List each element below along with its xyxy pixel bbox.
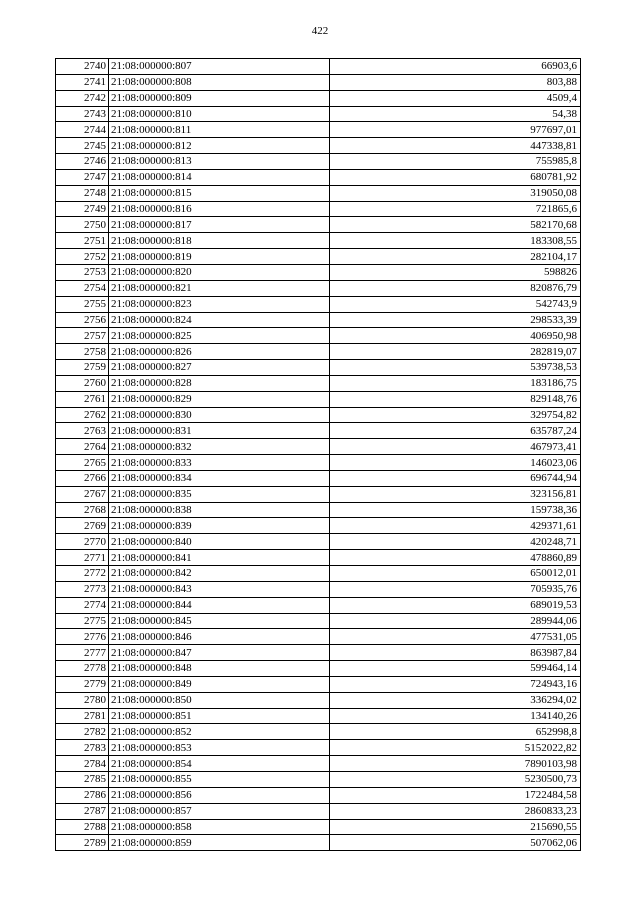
value-cell: 721865,6 (330, 201, 581, 217)
value-cell: 705935,76 (330, 581, 581, 597)
value-cell: 159738,36 (330, 502, 581, 518)
value-cell: 215690,55 (330, 819, 581, 835)
row-number-cell: 2745 (56, 138, 109, 154)
row-number-cell: 2742 (56, 90, 109, 106)
table-row (56, 423, 581, 439)
row-number-cell: 2771 (56, 550, 109, 566)
row-number-cell: 2765 (56, 455, 109, 471)
row-number-cell: 2787 (56, 803, 109, 819)
cadastral-number-cell: 21:08:000000:814 (109, 169, 330, 185)
value-cell: 803,88 (330, 74, 581, 90)
table-row (56, 455, 581, 471)
table-row (56, 280, 581, 296)
cadastral-number-cell: 21:08:000000:842 (109, 566, 330, 582)
row-number-cell: 2782 (56, 724, 109, 740)
value-cell: 599464,14 (330, 661, 581, 677)
cadastral-number-cell: 21:08:000000:854 (109, 756, 330, 772)
table-row (56, 233, 581, 249)
value-cell: 289944,06 (330, 613, 581, 629)
value-cell: 829148,76 (330, 391, 581, 407)
cadastral-number-cell: 21:08:000000:858 (109, 819, 330, 835)
cadastral-number-cell: 21:08:000000:807 (109, 59, 330, 75)
table-row (56, 217, 581, 233)
cadastral-number-cell: 21:08:000000:827 (109, 360, 330, 376)
table-row (56, 740, 581, 756)
table-row (56, 360, 581, 376)
row-number-cell: 2746 (56, 154, 109, 170)
cadastral-number-cell: 21:08:000000:853 (109, 740, 330, 756)
table-row (56, 74, 581, 90)
value-cell: 429371,61 (330, 518, 581, 534)
page-number: 422 (311, 25, 329, 37)
cadastral-number-cell: 21:08:000000:831 (109, 423, 330, 439)
row-number-cell: 2764 (56, 439, 109, 455)
cadastral-number-cell: 21:08:000000:830 (109, 407, 330, 423)
cadastral-number-cell: 21:08:000000:840 (109, 534, 330, 550)
cadastral-number-cell: 21:08:000000:838 (109, 502, 330, 518)
table-row (56, 692, 581, 708)
value-cell: 477531,05 (330, 629, 581, 645)
value-cell: 542743,9 (330, 296, 581, 312)
row-number-cell: 2762 (56, 407, 109, 423)
row-number-cell: 2789 (56, 835, 109, 851)
value-cell: 755985,8 (330, 154, 581, 170)
value-cell: 54,38 (330, 106, 581, 122)
value-cell: 539738,53 (330, 360, 581, 376)
row-number-cell: 2769 (56, 518, 109, 534)
table-row (56, 375, 581, 391)
table-row (56, 391, 581, 407)
value-cell: 7890103,98 (330, 756, 581, 772)
cadastral-number-cell: 21:08:000000:857 (109, 803, 330, 819)
table-row (56, 756, 581, 772)
table-row (56, 629, 581, 645)
cadastral-number-cell: 21:08:000000:809 (109, 90, 330, 106)
row-number-cell: 2748 (56, 185, 109, 201)
table-row (56, 138, 581, 154)
table-body (56, 59, 581, 851)
row-number-cell: 2759 (56, 360, 109, 376)
table-row (56, 407, 581, 423)
row-number-cell: 2783 (56, 740, 109, 756)
row-number-cell: 2788 (56, 819, 109, 835)
cadastral-number-cell: 21:08:000000:819 (109, 249, 330, 265)
row-number-cell: 2772 (56, 566, 109, 582)
value-cell: 323156,81 (330, 486, 581, 502)
cadastral-number-cell: 21:08:000000:850 (109, 692, 330, 708)
row-number-cell: 2753 (56, 264, 109, 280)
cadastral-number-cell: 21:08:000000:825 (109, 328, 330, 344)
row-number-cell: 2777 (56, 645, 109, 661)
value-cell: 820876,79 (330, 280, 581, 296)
value-cell: 282104,17 (330, 249, 581, 265)
row-number-cell: 2749 (56, 201, 109, 217)
table-row (56, 502, 581, 518)
cadastral-number-cell: 21:08:000000:849 (109, 676, 330, 692)
cadastral-number-cell: 21:08:000000:823 (109, 296, 330, 312)
table-row (56, 597, 581, 613)
table-row (56, 708, 581, 724)
row-number-cell: 2741 (56, 74, 109, 90)
table-row (56, 550, 581, 566)
table-row (56, 518, 581, 534)
value-cell: 863987,84 (330, 645, 581, 661)
cadastral-number-cell: 21:08:000000:810 (109, 106, 330, 122)
table-row (56, 819, 581, 835)
table-row (56, 613, 581, 629)
value-cell: 406950,98 (330, 328, 581, 344)
table-row (56, 534, 581, 550)
table-row (56, 676, 581, 692)
row-number-cell: 2778 (56, 661, 109, 677)
row-number-cell: 2757 (56, 328, 109, 344)
cadastral-number-cell: 21:08:000000:818 (109, 233, 330, 249)
table-row (56, 486, 581, 502)
value-cell: 329754,82 (330, 407, 581, 423)
value-cell: 582170,68 (330, 217, 581, 233)
table-row (56, 661, 581, 677)
table-row (56, 835, 581, 851)
value-cell: 467973,41 (330, 439, 581, 455)
value-cell: 478860,89 (330, 550, 581, 566)
cadastral-number-cell: 21:08:000000:839 (109, 518, 330, 534)
cadastral-number-cell: 21:08:000000:835 (109, 486, 330, 502)
table-row (56, 154, 581, 170)
cadastral-number-cell: 21:08:000000:816 (109, 201, 330, 217)
cadastral-number-cell: 21:08:000000:843 (109, 581, 330, 597)
table-row (56, 470, 581, 486)
cadastral-number-cell: 21:08:000000:847 (109, 645, 330, 661)
cadastral-number-cell: 21:08:000000:859 (109, 835, 330, 851)
table-row (56, 296, 581, 312)
table-row (56, 169, 581, 185)
row-number-cell: 2767 (56, 486, 109, 502)
value-cell: 66903,6 (330, 59, 581, 75)
table-row (56, 122, 581, 138)
table-row (56, 249, 581, 265)
value-cell: 447338,81 (330, 138, 581, 154)
table-row (56, 185, 581, 201)
row-number-cell: 2750 (56, 217, 109, 233)
row-number-cell: 2781 (56, 708, 109, 724)
table-row (56, 645, 581, 661)
value-cell: 689019,53 (330, 597, 581, 613)
row-number-cell: 2758 (56, 344, 109, 360)
cadastral-number-cell: 21:08:000000:826 (109, 344, 330, 360)
value-cell: 598826 (330, 264, 581, 280)
row-number-cell: 2763 (56, 423, 109, 439)
cadastral-number-cell: 21:08:000000:851 (109, 708, 330, 724)
cadastral-number-cell: 21:08:000000:841 (109, 550, 330, 566)
value-cell: 146023,06 (330, 455, 581, 471)
table-row (56, 581, 581, 597)
cadastral-number-cell: 21:08:000000:812 (109, 138, 330, 154)
row-number-cell: 2776 (56, 629, 109, 645)
value-cell: 724943,16 (330, 676, 581, 692)
cadastral-number-cell: 21:08:000000:824 (109, 312, 330, 328)
value-cell: 650012,01 (330, 566, 581, 582)
cadastral-number-cell: 21:08:000000:844 (109, 597, 330, 613)
table-row (56, 439, 581, 455)
value-cell: 298533,39 (330, 312, 581, 328)
cadastral-number-cell: 21:08:000000:829 (109, 391, 330, 407)
table-row (56, 59, 581, 75)
cadastral-number-cell: 21:08:000000:855 (109, 771, 330, 787)
cadastral-number-cell: 21:08:000000:833 (109, 455, 330, 471)
value-cell: 336294,02 (330, 692, 581, 708)
value-cell: 2860833,23 (330, 803, 581, 819)
cadastral-value-table (55, 58, 581, 851)
cadastral-number-cell: 21:08:000000:815 (109, 185, 330, 201)
cadastral-number-cell: 21:08:000000:848 (109, 661, 330, 677)
row-number-cell: 2786 (56, 787, 109, 803)
row-number-cell: 2780 (56, 692, 109, 708)
row-number-cell: 2773 (56, 581, 109, 597)
row-number-cell: 2755 (56, 296, 109, 312)
table-row (56, 106, 581, 122)
table-row (56, 771, 581, 787)
cadastral-number-cell: 21:08:000000:845 (109, 613, 330, 629)
value-cell: 420248,71 (330, 534, 581, 550)
cadastral-number-cell: 21:08:000000:808 (109, 74, 330, 90)
value-cell: 5230500,73 (330, 771, 581, 787)
value-cell: 507062,06 (330, 835, 581, 851)
table-row (56, 312, 581, 328)
table-row (56, 90, 581, 106)
row-number-cell: 2784 (56, 756, 109, 772)
cadastral-number-cell: 21:08:000000:852 (109, 724, 330, 740)
value-cell: 282819,07 (330, 344, 581, 360)
row-number-cell: 2752 (56, 249, 109, 265)
cadastral-number-cell: 21:08:000000:834 (109, 470, 330, 486)
cadastral-number-cell: 21:08:000000:811 (109, 122, 330, 138)
row-number-cell: 2751 (56, 233, 109, 249)
cadastral-number-cell: 21:08:000000:821 (109, 280, 330, 296)
value-cell: 183186,75 (330, 375, 581, 391)
row-number-cell: 2770 (56, 534, 109, 550)
value-cell: 977697,01 (330, 122, 581, 138)
row-number-cell: 2779 (56, 676, 109, 692)
value-cell: 134140,26 (330, 708, 581, 724)
value-cell: 319050,08 (330, 185, 581, 201)
cadastral-number-cell: 21:08:000000:832 (109, 439, 330, 455)
row-number-cell: 2756 (56, 312, 109, 328)
row-number-cell: 2768 (56, 502, 109, 518)
cadastral-number-cell: 21:08:000000:813 (109, 154, 330, 170)
cadastral-number-cell: 21:08:000000:846 (109, 629, 330, 645)
row-number-cell: 2743 (56, 106, 109, 122)
row-number-cell: 2747 (56, 169, 109, 185)
table-row (56, 264, 581, 280)
table-row (56, 201, 581, 217)
cadastral-number-cell: 21:08:000000:856 (109, 787, 330, 803)
table-row (56, 328, 581, 344)
value-cell: 1722484,58 (330, 787, 581, 803)
row-number-cell: 2760 (56, 375, 109, 391)
value-cell: 635787,24 (330, 423, 581, 439)
value-cell: 4509,4 (330, 90, 581, 106)
row-number-cell: 2744 (56, 122, 109, 138)
table-row (56, 803, 581, 819)
table-row (56, 566, 581, 582)
value-cell: 5152022,82 (330, 740, 581, 756)
value-cell: 652998,8 (330, 724, 581, 740)
value-cell: 183308,55 (330, 233, 581, 249)
cadastral-number-cell: 21:08:000000:820 (109, 264, 330, 280)
cadastral-number-cell: 21:08:000000:817 (109, 217, 330, 233)
value-cell: 696744,94 (330, 470, 581, 486)
row-number-cell: 2754 (56, 280, 109, 296)
cadastral-number-cell: 21:08:000000:828 (109, 375, 330, 391)
row-number-cell: 2774 (56, 597, 109, 613)
row-number-cell: 2766 (56, 470, 109, 486)
table-row (56, 787, 581, 803)
table-row (56, 344, 581, 360)
row-number-cell: 2740 (56, 59, 109, 75)
row-number-cell: 2761 (56, 391, 109, 407)
row-number-cell: 2775 (56, 613, 109, 629)
value-cell: 680781,92 (330, 169, 581, 185)
table-row (56, 724, 581, 740)
row-number-cell: 2785 (56, 771, 109, 787)
